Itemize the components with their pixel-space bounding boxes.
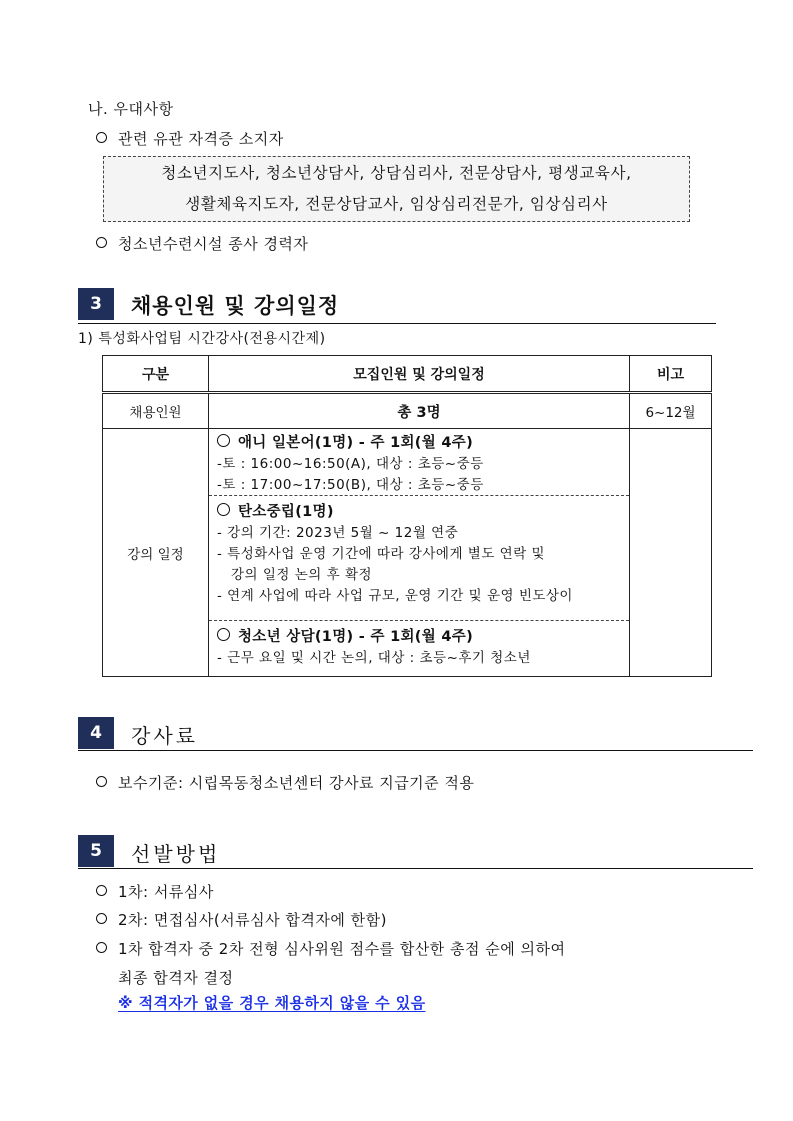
schedule-item	[209, 495, 629, 620]
section-rule	[78, 750, 753, 751]
item-title: 청소년 상담(1명) - 주 1회(월 4주)	[238, 629, 474, 645]
item-line: -토 : 16:00~16:50(A), 대상 : 초등~중등	[217, 456, 484, 472]
header-schedule: 모집인원 및 강의일정	[209, 356, 630, 393]
preference-heading: 나. 우대사항	[88, 100, 174, 118]
item-title: 애니 일본어(1명) - 주 1회(월 4주)	[238, 435, 474, 451]
step-text: 1차: 서류심사	[118, 883, 214, 901]
cert-label: 관련 유관 자격증 소지자	[118, 130, 284, 148]
bullet-icon	[96, 913, 107, 924]
certificate-list-box	[103, 156, 690, 222]
section-number-badge: 3	[78, 288, 114, 320]
item-line: -토 : 17:00~17:50(B), 대상 : 초등~중등	[217, 477, 484, 493]
item-line: 강의 일정 논의 후 확정	[231, 567, 373, 583]
section-title: 강사료	[131, 724, 198, 748]
step-text: 2차: 면접심사(서류심사 합격자에 한함)	[118, 911, 387, 929]
schedule-item	[209, 620, 629, 676]
section-rule	[78, 868, 753, 869]
fee-standard	[96, 772, 474, 793]
experience-requirement	[96, 233, 308, 254]
schedule-cell	[209, 429, 630, 677]
cert-list-line: 생활체육지도자, 전문상담교사, 임상심리전문가, 임상심리사	[185, 195, 608, 213]
recruit-value: 총 3명	[209, 393, 630, 429]
schedule-table	[102, 355, 712, 677]
bullet-icon	[96, 942, 107, 953]
fee-text: 보수기준: 시립목동청소년센터 강사료 지급기준 적용	[118, 774, 475, 792]
section-subtitle: 1) 특성화사업팀 시간강사(전용시간제)	[78, 331, 326, 347]
section-rule	[78, 323, 716, 324]
selection-step	[96, 881, 214, 902]
bullet-icon	[96, 237, 107, 248]
schedule-note	[630, 429, 712, 677]
circle-icon	[217, 434, 230, 447]
item-line: - 강의 기간: 2023년 5월 ~ 12월 연중	[217, 525, 459, 541]
cert-requirement	[96, 128, 284, 149]
section-number-badge: 5	[78, 835, 114, 867]
recruit-label: 채용인원	[103, 393, 209, 429]
bullet-icon	[96, 132, 107, 143]
item-line: - 특성화사업 운영 기간에 따라 강사에게 별도 연락 및	[217, 546, 546, 562]
circle-icon	[217, 503, 230, 516]
table-row	[103, 429, 712, 677]
bullet-icon	[96, 885, 107, 896]
experience-label: 청소년수련시설 종사 경력자	[118, 235, 309, 253]
selection-continuation: 최종 합격자 결정	[118, 969, 234, 987]
recruit-note: 6~12월	[630, 393, 712, 429]
item-line: - 근무 요일 및 시간 논의, 대상 : 초등~후기 청소년	[217, 650, 531, 666]
table-row	[103, 393, 712, 429]
schedule-label: 강의 일정	[103, 429, 209, 677]
section-title: 채용인원 및 강의일정	[131, 294, 340, 318]
item-title: 탄소중립(1명)	[238, 504, 334, 520]
header-category: 구분	[103, 356, 209, 393]
table-header-row	[103, 356, 712, 393]
item-line: - 연계 사업에 따라 사업 규모, 운영 기간 및 운영 빈도상이	[217, 588, 573, 604]
circle-icon	[217, 628, 230, 641]
schedule-item	[209, 429, 629, 495]
cert-list-line: 청소년지도사, 청소년상담사, 상담심리사, 전문상담사, 평생교육사,	[161, 164, 632, 182]
section-title: 선발방법	[131, 842, 221, 866]
bullet-icon	[96, 776, 107, 787]
header-note: 비고	[630, 356, 712, 393]
section-number-badge: 4	[78, 717, 114, 749]
step-text: 1차 합격자 중 2차 전형 심사위원 점수를 합산한 총점 순에 의하여	[118, 940, 566, 958]
selection-step	[96, 909, 387, 930]
notice-text: ※ 적격자가 없을 경우 채용하지 않을 수 있음	[118, 994, 426, 1012]
selection-step	[96, 938, 566, 959]
